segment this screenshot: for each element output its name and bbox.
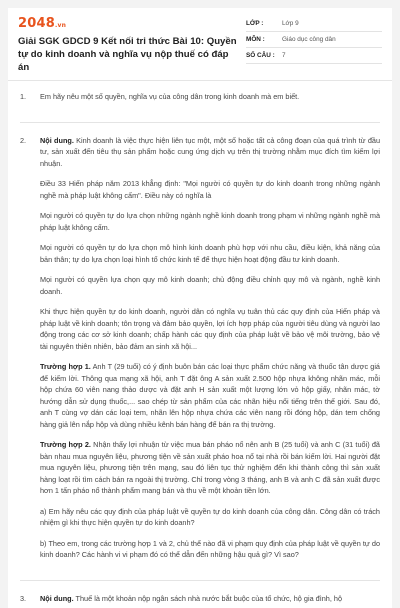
meta-label: SỐ CÂU :: [246, 52, 282, 59]
site-logo[interactable]: [18, 16, 238, 31]
logo-main: 2048: [18, 16, 55, 31]
subquestion-a: a) Em hãy nêu các quy định của pháp luật về quyền tự do kinh doanh của công dân. Công dân có trách nhiệm gì khi thực hiện quyền tự do kinh doanh?: [40, 506, 380, 529]
paragraph-text: Thuế là một khoản nộp ngân sách nhà nước bắt buộc của tổ chức, hộ gia đình, hộ: [76, 594, 342, 603]
page-title: Giải SGK GDCD 9 Kết nối tri thức Bài 10: Quyền tự do kinh doanh và nghĩa vụ nộp thuế có đáp án: [18, 35, 238, 74]
question-number: 2.: [20, 135, 40, 570]
meta-row-subject: [246, 32, 382, 48]
content-paragraph: Mọi người có quyền tự do lựa chọn những ngành nghề kinh doanh trong phạm vi những ngành nghề mà pháp luật không cấm.: [40, 210, 380, 233]
case-1: [40, 361, 380, 430]
document-header: [8, 8, 392, 81]
document-content: [8, 81, 392, 608]
meta-label: MÔN :: [246, 36, 282, 43]
document-page: [8, 8, 392, 608]
meta-table: [246, 16, 382, 74]
case-text: Anh T (29 tuổi) có ý định buôn bán các loại thực phẩm chức năng và thuốc tân dược giá để kiếm lời. Thông qua mạng xã hội, anh T đặt ông A sản xuất 2.500 hộp nhựa không nhãn mác, mỗi hộp chứa 60 viên nang thảo dược và đặt anh H sản xuất một lượng lớn vỏ hộp giấy, nhãn mác, tờ hướng dẫn sử dụng thuốc,... sao chép từ sản phẩm của các nhãn hiệu nổi tiếng trên thế giới. Sau đó, anh T cùng vợ dán các loại tem, nhãn lên hộp nhựa chứa các viên nang rồi đóng hộp, dán tem chống hàng giả lên nắp hộp và dùng nhiều kênh bán hàng để bán ra thị trường.: [40, 362, 380, 429]
content-lead: Nội dung.: [40, 594, 74, 603]
question-2: [20, 135, 380, 570]
question-text: Em hãy nêu một số quyền, nghĩa vụ của công dân trong kinh doanh mà em biết.: [40, 91, 380, 103]
paragraph-text: Kinh doanh là việc thực hiện liên tục một, một số hoặc tất cả công đoạn của quá trình từ đầu tư, sản xuất đến tiêu thụ sản phẩm hoặc cung ứng dịch vụ trên thị trường nhằm mục đích tìm kiếm lợi nhuận.: [40, 136, 380, 168]
content-paragraph: [40, 135, 380, 170]
content-paragraph: Mọi người có quyền tự do lựa chọn mô hình kinh doanh phù hợp với nhu cầu, điều kiện, khả năng của bản thân; tự do lựa chọn loại hình tổ chức kinh tế để thực hiện hoạt động đầu tư kinh doanh.: [40, 242, 380, 265]
content-paragraph: Khi thực hiện quyền tự do kinh doanh, người dân có nghĩa vụ tuân thủ các quy định của Hiến pháp và pháp luật về kinh doanh; tôn trọng và đảm bảo quyền, lợi ích hợp pháp của người tiêu dùng và người lao động trong các cơ sở kinh doanh; chấp hành các quy định của pháp luật về bảo vệ môi trường, bảo vệ tài nguyên thiên nhiên, bảo đảm an sinh xã hội...: [40, 306, 380, 352]
divider: [20, 122, 380, 123]
content-paragraph: [40, 593, 380, 605]
subquestion-b: b) Theo em, trong các trường hợp 1 và 2, chủ thể nào đã vi phạm quy định của pháp luật về quyền tự do kinh doanh? Các hành vi vi phạm đó có thể dẫn đến những hậu quả gì? Vì sao?: [40, 538, 380, 561]
content-paragraph: Mọi người có quyền lựa chọn quy mô kinh doanh; chủ động điều chỉnh quy mô và ngành, nghề kinh doanh.: [40, 274, 380, 297]
meta-value: Lớp 9: [282, 20, 382, 27]
meta-row-grade: [246, 16, 382, 32]
divider: [20, 580, 380, 581]
question-1: [20, 91, 380, 112]
question-number: 3.: [20, 593, 40, 608]
question-3: [20, 593, 380, 608]
content-lead: Nội dung.: [40, 136, 74, 145]
meta-label: LỚP :: [246, 20, 282, 27]
case-text: Nhận thấy lợi nhuận từ việc mua bán pháo nổ nên anh B (25 tuổi) và anh C (31 tuổi) đã bàn nhau mua nguyên liệu, phương tiện về sản xuất pháo hoa nổ tại nhà rồi bán kiếm lời. Hai người đặt mua nguyên liệu, phương tiện trên mạng, sau đó liên tục thử nghiệm đến khi thành công thì sản xuất hàng loạt rồi tìm cách bán ra ngoài thị trường. Chỉ trong vòng 3 tháng, anh B và anh C đã sản xuất được hơn 1 tấn pháo nổ thành phẩm mang bán và thu về một khoản tiền lớn.: [40, 440, 380, 495]
meta-row-count: [246, 48, 382, 64]
case-lead: Trường hợp 2.: [40, 440, 91, 449]
logo-sub: .vn: [55, 22, 66, 29]
case-2: [40, 439, 380, 497]
question-number: 1.: [20, 91, 40, 112]
header-left: [18, 16, 246, 74]
content-paragraph: Điều 33 Hiến pháp năm 2013 khẳng định: "Mọi người có quyền tự do kinh doanh trong những ngành nghề mà pháp luật không cấm". Điều này có nghĩa là: [40, 178, 380, 201]
meta-value: Giáo dục công dân: [282, 36, 382, 43]
case-lead: Trường hợp 1.: [40, 362, 91, 371]
meta-value: 7: [282, 52, 382, 59]
